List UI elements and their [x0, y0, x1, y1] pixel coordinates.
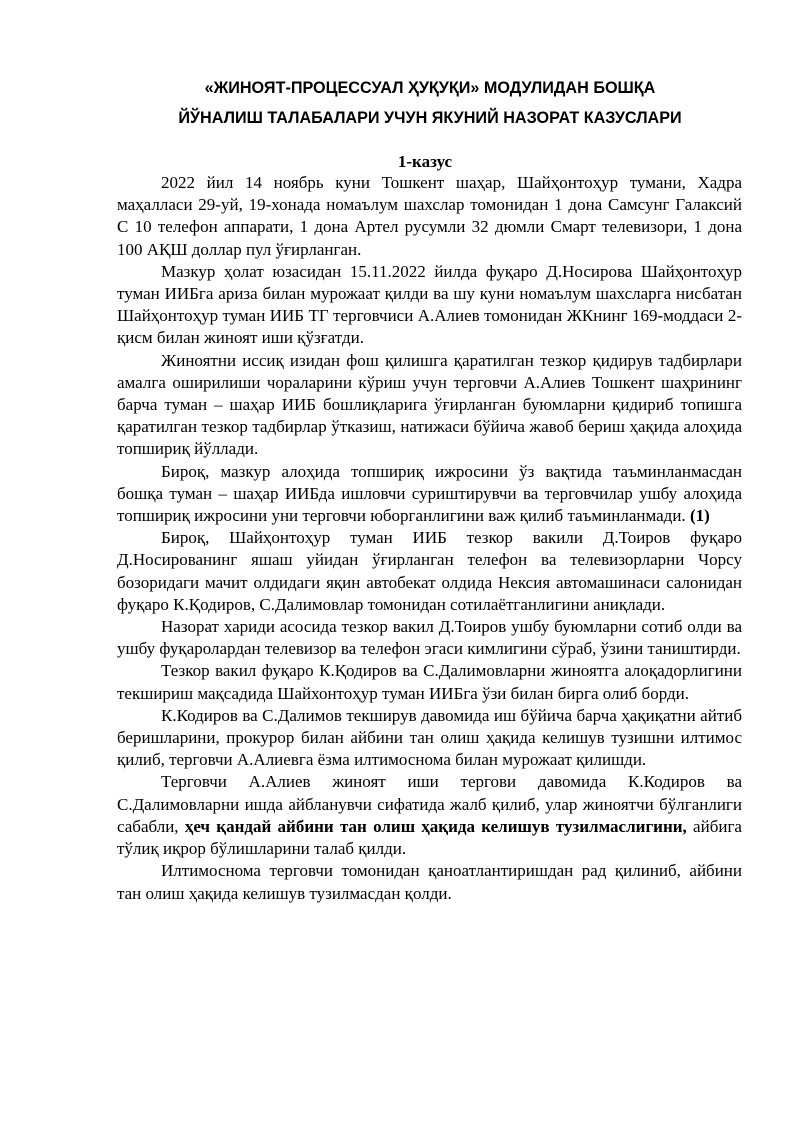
- paragraph-6: Назорат хариди асосида тезкор вакил Д.Тоиров ушбу буюмларни сотиб олди ва ушбу фуқаролардан телевизор ва телефон эгаси кимлигини сўраб, ўзини таништирди.: [117, 617, 742, 659]
- paragraph-8: К.Кодиров ва С.Далимов текширув давомида иш бўйича барча ҳақиқатни айтиб беришларини, прокурор билан айбини тан олиш ҳақида келишув тузишни илтимос қилиб, терговчи А.Алиевга ёзма илтимоснома билан мурожаат қилишди.: [117, 705, 742, 770]
- paragraph-3: Жиноятни иссиқ изидан фош қилишга қаратилган тезкор қидирув тадбирлари амалга оширилиши чораларини кўриш учун терговчи А.Алиев Тошкент шаҳрининг барча туман – шаҳар ИИБ бошлиқларига ўғирланган буюмларни қидириб топишга қаратилган тезкор тадбирлар ўтказиш, натижаси бўйича жавоб бериш ҳақида алоҳида топшириқ йўллади.: [117, 350, 742, 459]
- paragraph-9: [117, 771, 742, 860]
- paragraph-9-text-before: Терговчи А.Алиев жиноят иши тергови давомида К.Кодиров ва С.Далимовларни ишда айбланувчи сифатида жалб қилиб, улар жиноятчи бўлганлиги сабабли,: [117, 772, 742, 836]
- paragraph-4: [117, 461, 742, 528]
- paragraph-1: 2022 йил 14 ноябрь куни Тошкент шаҳар, Шайҳонтоҳур тумани, Хадра маҳалласи 29-уй, 19-хонада номаълум шахслар томонидан 1 дона Самсунг Галаксий С 10 телефон аппарати, 1 дона Артел русумли 32 дюмли Смарт телевизори, 1 дона 100 АҚШ доллар пул ўғирланган.: [117, 173, 742, 259]
- paragraph-4-reference: (1): [689, 506, 710, 526]
- document-title-line-1: «ЖИНОЯТ-ПРОЦЕССУАЛ ҲУҚУҚИ» МОДУЛИДАН БОШҚА: [204, 79, 656, 97]
- paragraph-5: Бироқ, Шайҳонтоҳур туман ИИБ тезкор вакили Д.Тоиров фуқаро Д.Носированинг яшаш уйидан ўғирланган телефон ва телевизорларни Чорсу бозоридаги мачит олдидаги яқин автобекат олдида Нексия автомашинаси салонидан фуқаро К.Қодиров, С.Далимовлар томонидан сотилаётганлигини аниқлади.: [117, 528, 742, 614]
- case-body: [117, 172, 742, 905]
- paragraph-9-emphasis: ҳеч қандай айбини тан олиш ҳақида келишув тузилмаслигини,: [184, 816, 687, 836]
- document-title-line-2: ЙЎНАЛИШ ТАЛАБАЛАРИ УЧУН ЯКУНИЙ НАЗОРАТ КАЗУСЛАРИ: [178, 109, 682, 127]
- paragraph-9-text-after: айбига тўлиқ иқрор бўлишларини талаб қилди.: [117, 816, 742, 859]
- paragraph-2: Мазкур ҳолат юзасидан 15.11.2022 йилда фуқаро Д.Носирова Шайҳонтоҳур туман ИИБга ариза билан мурожаат қилди ва шу куни номаълум шахсларга нисбатан Шайҳонтоҳур туман ИИБ ТГ терговчиси А.Алиев томонидан ЖКнинг 169-моддаси 2-қисм билан жиноят иши қўзғатди.: [117, 261, 742, 348]
- paragraph-4-text: Бироқ, мазкур алоҳида топшириқ ижросини ўз вақтида таъминланмасдан бошқа туман – шаҳар ИИБда ишловчи суриштирувчи ва терговчилар ушбу алоҳида топшириқ ижросини уни терговчи юборганлигини важ қилиб таъминланмади.: [117, 461, 742, 526]
- paragraph-7: Тезкор вакил фуқаро К.Қодиров ва С.Далимовларни жиноятга алоқадорлигини текшириш мақсадида Шайхонтоҳур туман ИИБга ўзи билан бирга олиб борди.: [117, 661, 742, 703]
- case-heading: 1-казус: [397, 152, 453, 171]
- paragraph-10: Илтимоснома терговчи томонидан қаноатлантиришдан рад қилиниб, айбини тан олиш ҳақида келишув тузилмасдан қолди.: [117, 861, 742, 903]
